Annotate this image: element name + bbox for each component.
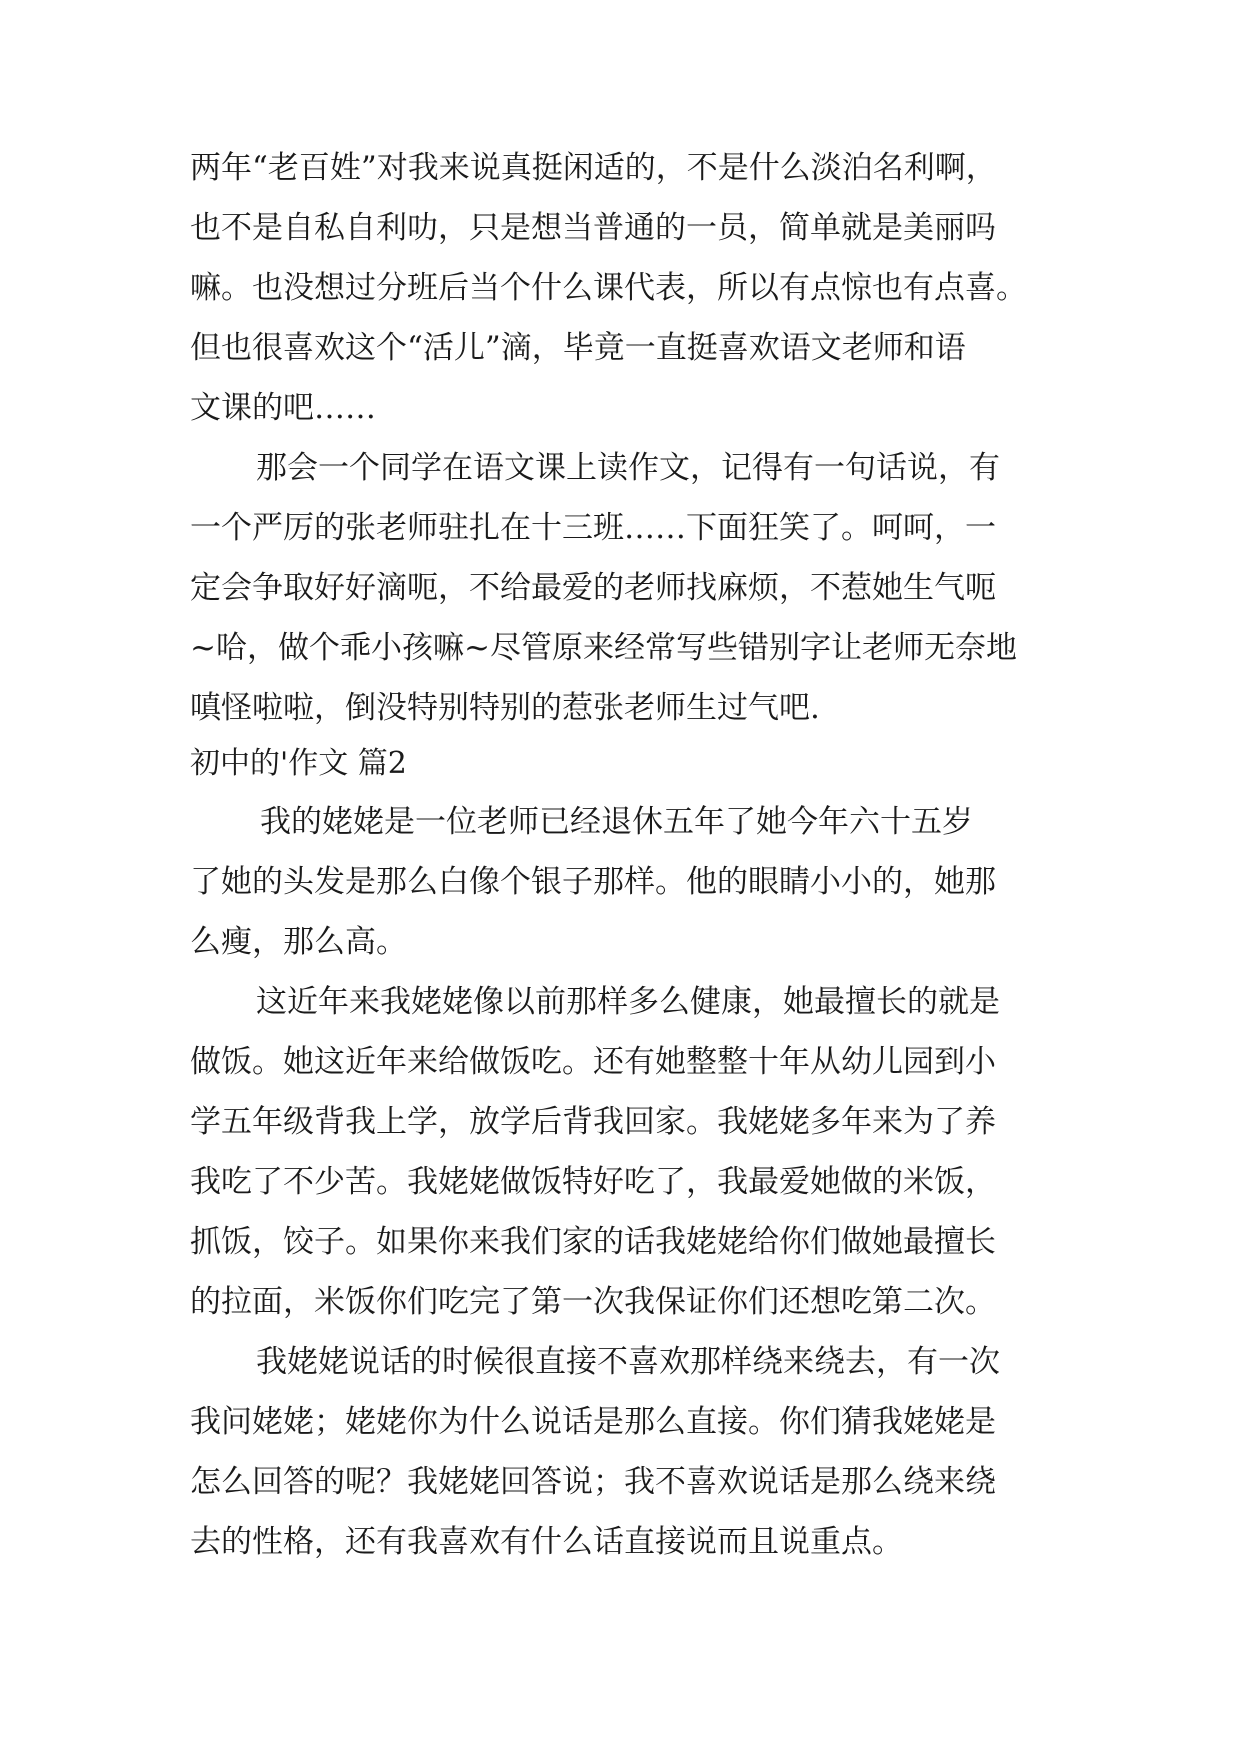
paragraph-line: 去的性格，还有我喜欢有什么话直接说而且说重点。 [190,1524,903,1560]
paragraph-line: 的拉面，米饭你们吃完了第一次我保证你们还想吃第二次。 [190,1284,996,1320]
paragraph-line: 我问姥姥；姥姥你为什么说话是那么直接。你们猜我姥姥是 [190,1404,996,1440]
paragraph-line: 我的姥姥是一位老师已经退休五年了她今年六十五岁 [260,804,973,840]
paragraph-line: 抓饭，饺子。如果你来我们家的话我姥姥给你们做她最擅长 [190,1224,996,1260]
paragraph-line: 我吃了不少苦。我姥姥做饭特好吃了，我最爱她做的米饭， [190,1164,996,1200]
paragraph-line: 怎么回答的呢？我姥姥回答说；我不喜欢说话是那么绕来绕 [190,1464,996,1500]
paragraph-line: 两年“老百姓”对我来说真挺闲适的，不是什么淡泊名利啊， [190,150,997,186]
paragraph-line: ~哈，做个乖小孩嘛~尽管原来经常写些错别字让老师无奈地 [190,630,1017,666]
paragraph-line: 定会争取好好滴呃，不给最爱的老师找麻烦，不惹她生气呃 [190,570,996,606]
paragraph-line: 一个严厉的张老师驻扎在十三班……下面狂笑了。呵呵，一 [190,510,996,546]
section-heading: 初中的'作文 篇2 [190,746,407,781]
paragraph-line: 了她的头发是那么白像个银子那样。他的眼睛小小的，她那 [190,864,996,900]
paragraph-line: 但也很喜欢这个“活儿”滴，毕竟一直挺喜欢语文老师和语 [190,330,966,366]
paragraph-line: 这近年来我姥姥像以前那样多么健康，她最擅长的就是 [256,984,1000,1020]
paragraph-line: 学五年级背我上学，放学后背我回家。我姥姥多年来为了养 [190,1104,996,1140]
paragraph-line: 做饭。她这近年来给做饭吃。还有她整整十年从幼儿园到小 [190,1044,996,1080]
paragraph-line: 文课的吧…… [190,390,376,426]
paragraph-line: 嘛。也没想过分班后当个什么课代表，所以有点惊也有点喜。 [190,270,1027,306]
paragraph-line: 也不是自私自利叻，只是想当普通的一员，简单就是美丽吗 [190,210,996,246]
paragraph-line: 那会一个同学在语文课上读作文，记得有一句话说，有 [256,450,1000,486]
paragraph-line: 么瘦，那么高。 [190,924,407,960]
paragraph-line: 嗔怪啦啦，倒没特别特别的惹张老师生过气吧. [190,690,820,726]
paragraph-line: 我姥姥说话的时候很直接不喜欢那样绕来绕去，有一次 [256,1344,1000,1380]
